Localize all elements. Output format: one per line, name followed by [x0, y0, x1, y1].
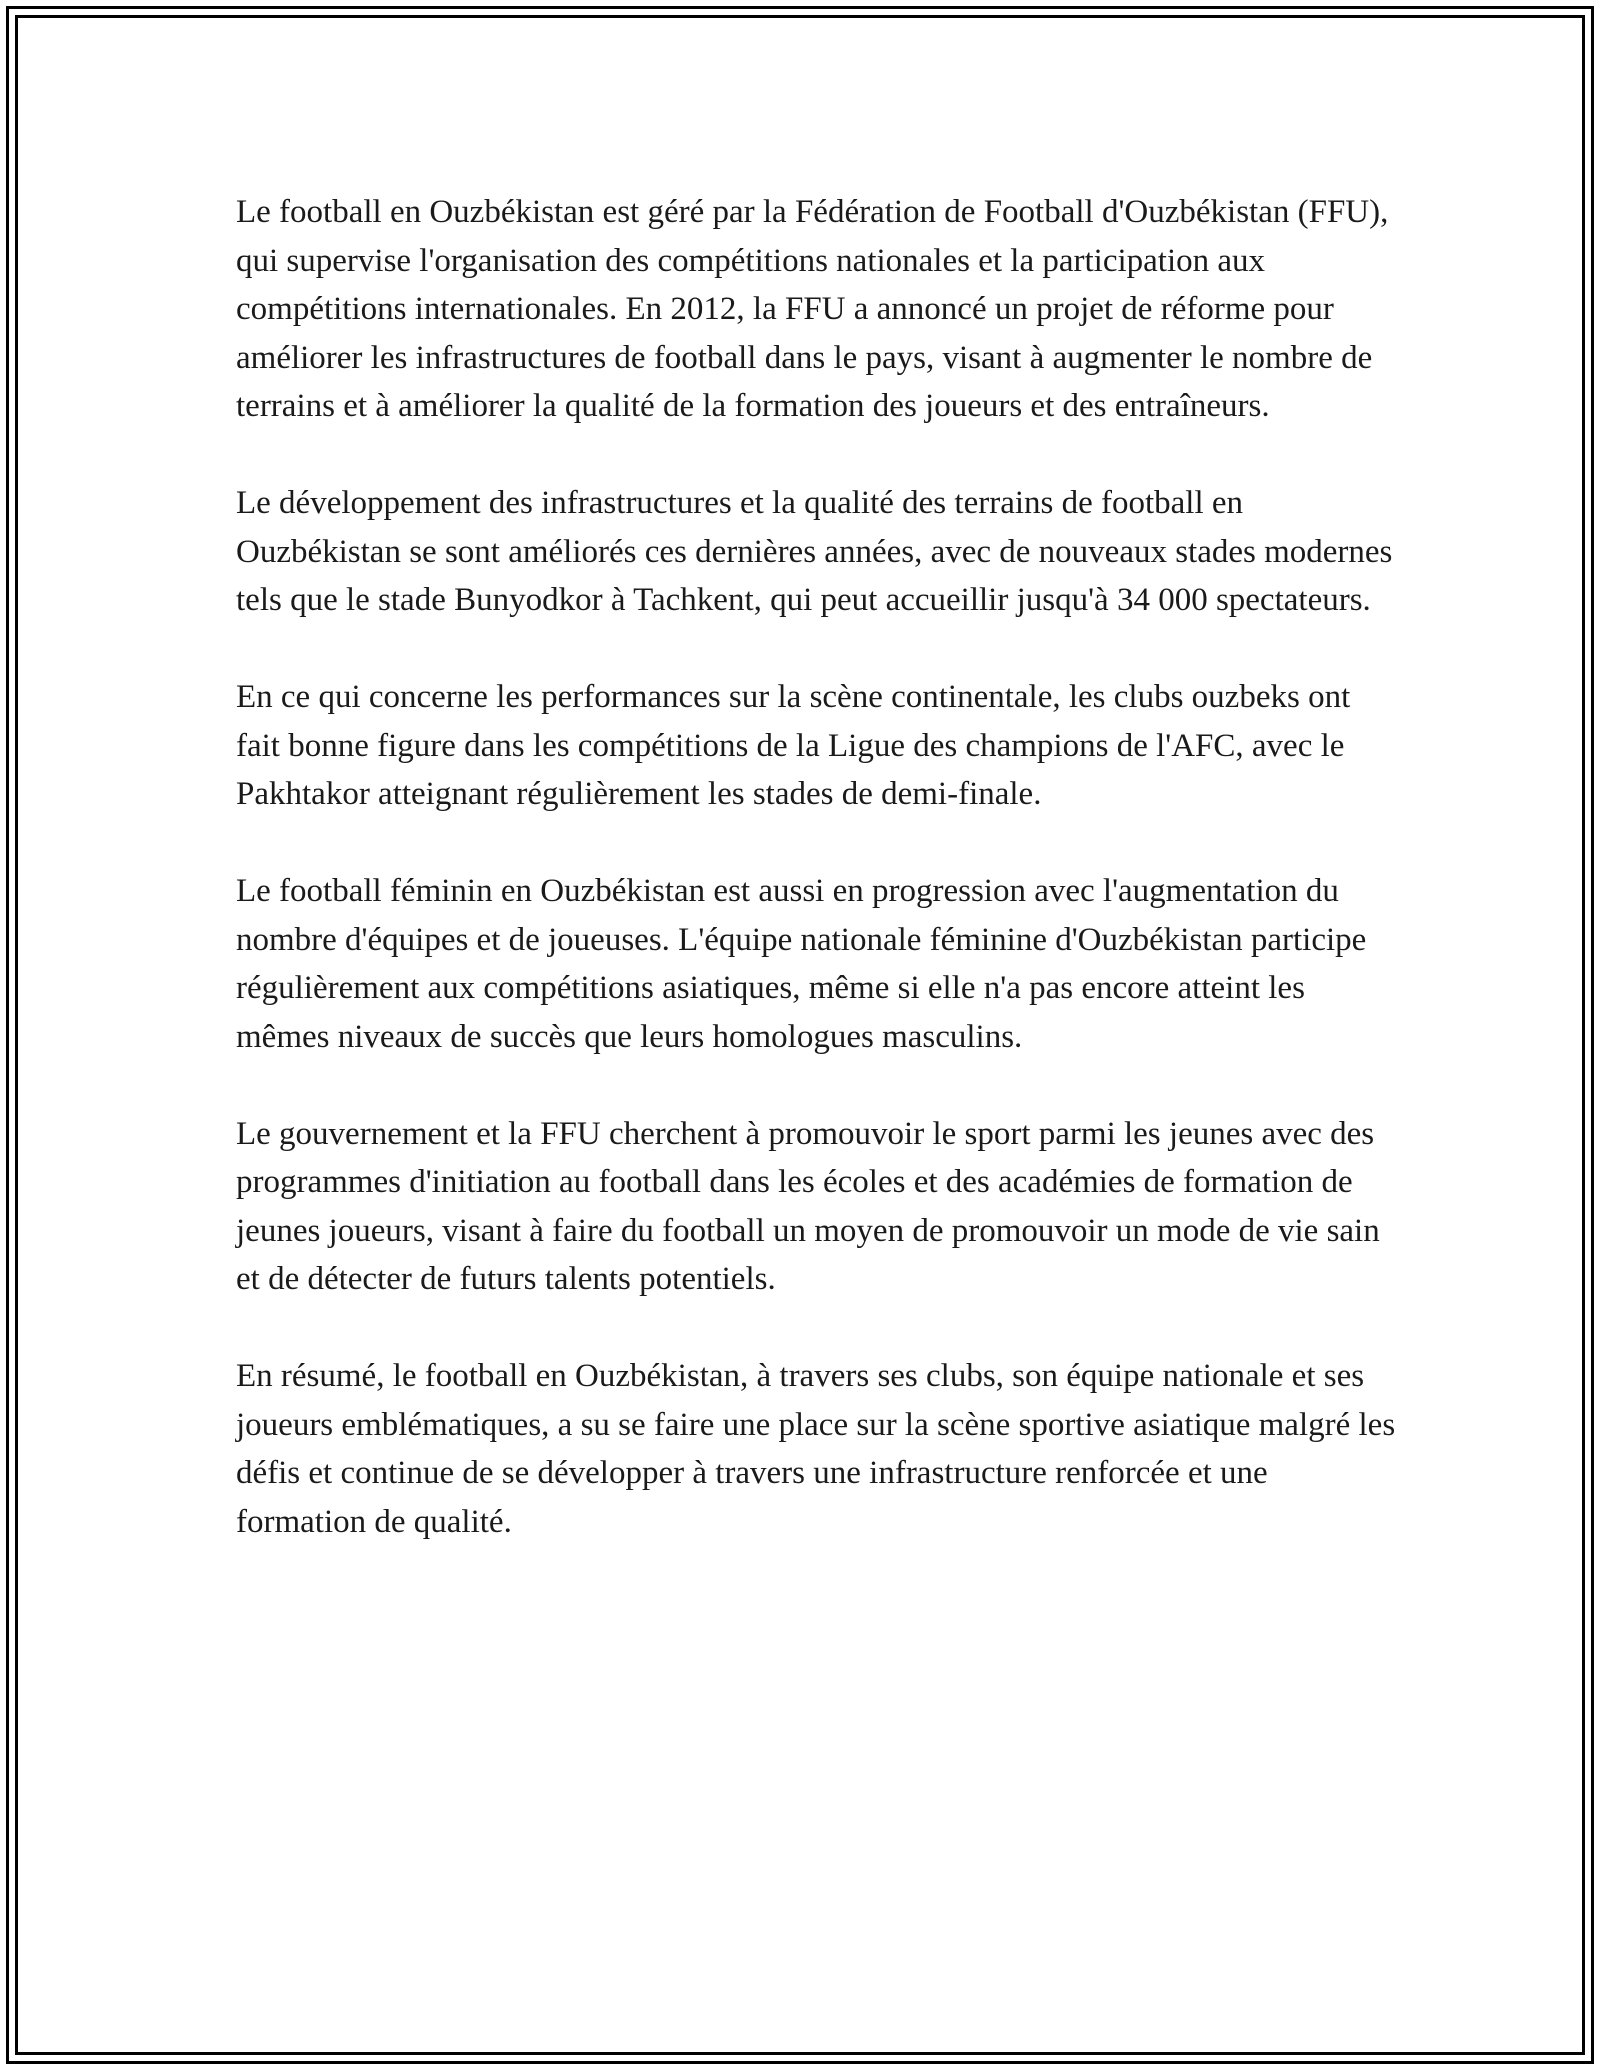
paragraph-infrastructure: Le développement des infrastructures et la qualité des terrains de football en Ouzbékistan se sont améliorés ces dernières années, avec de nouveaux stades modernes tels que le stade Bunyodkor à Tachkent, qui peut accueillir jusqu'à 34 000 spectateurs.	[236, 485, 1393, 618]
paragraph-youth-programs: Le gouvernement et la FFU cherchent à promouvoir le sport parmi les jeunes avec des programmes d'initiation au football dans les écoles et des académies de formation de jeunes joueurs, visant à faire du football un moyen de promouvoir un mode de vie sain et de détecter de futurs talents potentiels.	[236, 1115, 1380, 1297]
paragraph-summary: En résumé, le football en Ouzbékistan, à travers ses clubs, son équipe nationale et ses joueurs emblématiques, a su se faire une place sur la scène sportive asiatique malgré les défis et continue de se développer à travers une infrastructure renforcée et une formation de qualité.	[236, 1358, 1396, 1540]
paragraph-womens-football: Le football féminin en Ouzbékistan est aussi en progression avec l'augmentation du nombre d'équipes et de joueuses. L'équipe nationale féminine d'Ouzbékistan participe régulièrement aux compétitions asiatiques, même si elle n'a pas encore atteint les mêmes niveaux de succès que leurs homologues masculins.	[236, 873, 1367, 1055]
paragraph-federation: Le football en Ouzbékistan est géré par la Fédération de Football d'Ouzbékistan (FFU), qui supervise l'organisation des compétitions nationales et la participation aux compétitions internationales. En 2012, la FFU a annoncé un projet de réforme pour améliorer les infrastructures de football dans le pays, visant à augmenter le nombre de terrains et à améliorer la qualité de la formation des joueurs et des entraîneurs.	[236, 194, 1389, 424]
document-body	[236, 188, 1396, 1595]
paragraph-continental: En ce qui concerne les performances sur la scène continentale, les clubs ouzbeks ont fait bonne figure dans les compétitions de la Ligue des champions de l'AFC, avec le Pakhtakor atteignant régulièrement les stades de demi-finale.	[236, 679, 1351, 812]
